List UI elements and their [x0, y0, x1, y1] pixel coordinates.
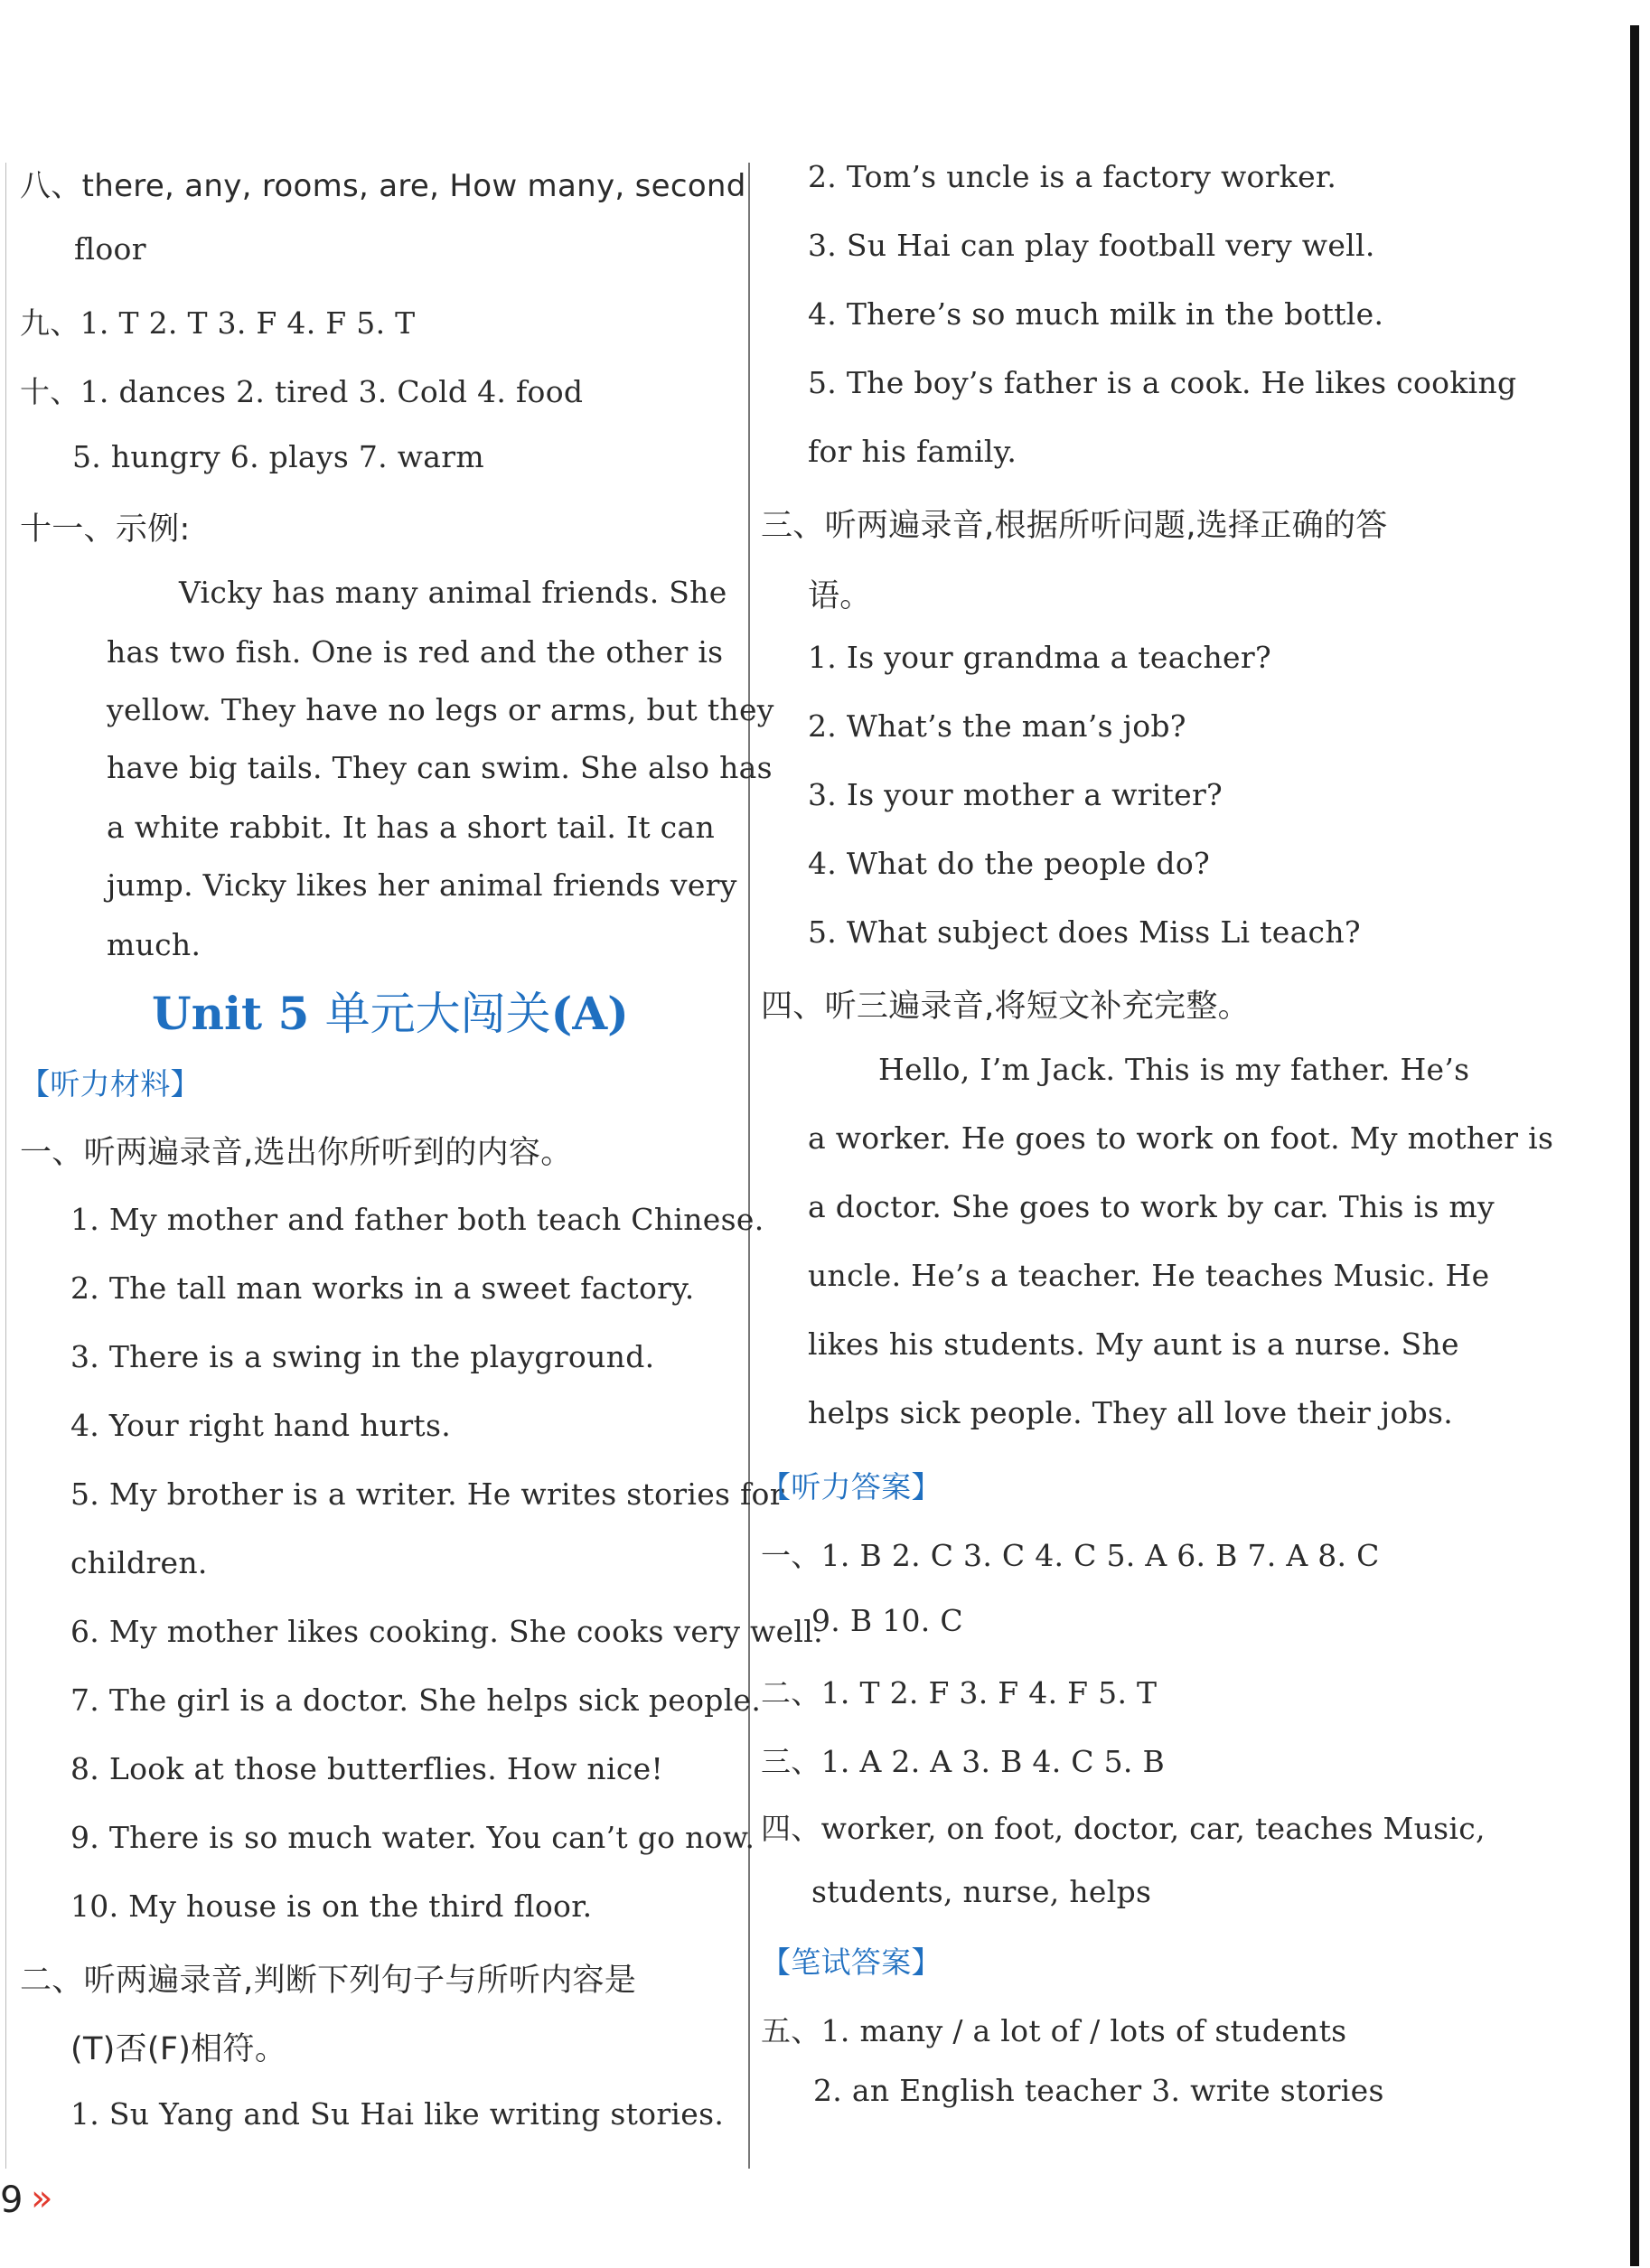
part1-item-7: 7. The girl is a doctor. She helps sick people. — [70, 1682, 762, 1718]
part3-item-1: 1. Is your grandma a teacher? — [808, 640, 1271, 675]
essay-line-4: have big tails. They can swim. She also has — [107, 750, 773, 785]
page-arrow-icon: » — [31, 2178, 53, 2219]
part1-item-2: 2. The tall man works in a sweet factory. — [70, 1270, 695, 1306]
page-edge-shadow — [1630, 25, 1639, 2266]
q10-line1: 十、1. dances 2. tired 3. Cold 4. food — [20, 374, 584, 409]
essay-line-6: jump. Vicky likes her animal friends very — [107, 867, 737, 903]
q9-answers: 九、1. T 2. T 3. F 4. F 5. T — [20, 305, 416, 341]
part2-item-1: 1. Su Yang and Su Hai like writing stories. — [70, 2096, 725, 2132]
part3-item-5: 5. What subject does Miss Li teach? — [808, 914, 1361, 950]
part1-item-5: 5. My brother is a writer. He writes stories for — [70, 1476, 784, 1512]
essay-line-1: Vicky has many animal friends. She — [179, 575, 727, 610]
answers-part4-line2: students, nurse, helps — [811, 1874, 1152, 1909]
passage-line-6: helps sick people. They all love their jobs. — [808, 1395, 1454, 1430]
q10-line2: 5. hungry 6. plays 7. warm — [72, 439, 484, 474]
passage-line-5: likes his students. My aunt is a nurse. She — [808, 1326, 1459, 1362]
passage-line-1: Hello, I’m Jack. This is my father. He’s — [878, 1052, 1470, 1087]
part2-heading-line2: (T)否(F)相符。 — [70, 2031, 287, 2067]
answers-part4-line1: 四、worker, on foot, doctor, car, teaches Music, — [761, 1811, 1486, 1846]
part3-item-2: 2. What’s the man’s job? — [808, 708, 1186, 744]
passage-line-4: uncle. He’s a teacher. He teaches Music. He — [808, 1258, 1490, 1293]
part1-item-8: 8. Look at those butterflies. How nice! — [70, 1751, 664, 1786]
answers-part2: 二、1. T 2. F 3. F 4. F 5. T — [761, 1675, 1158, 1710]
page-number: 9 — [0, 2179, 23, 2221]
listening-answer-tag: 【听力答案】 — [761, 1469, 942, 1504]
unit-title-en: Unit 5 — [152, 987, 325, 1040]
part3-heading-line2: 语。 — [808, 578, 872, 614]
q11-heading: 十一、示例: — [20, 511, 191, 548]
part1-heading: 一、听两遍录音,选出你所听到的内容。 — [20, 1135, 573, 1171]
part1-item-5-cont: children. — [70, 1545, 208, 1580]
part1-item-3: 3. There is a swing in the playground. — [70, 1339, 655, 1374]
passage-line-3: a doctor. She goes to work by car. This is my — [808, 1189, 1495, 1224]
essay-line-5: a white rabbit. It has a short tail. It can — [107, 810, 715, 845]
answers-part1-line2: 9. B 10. C — [811, 1603, 963, 1638]
essay-line-3: yellow. They have no legs or arms, but they — [107, 692, 774, 727]
left-margin-rule — [5, 163, 6, 2169]
essay-line-2: has two fish. One is red and the other is — [107, 634, 724, 670]
answers-part5-line2: 2. an English teacher 3. write stories — [813, 2073, 1384, 2108]
part2-item-5-cont: for his family. — [808, 434, 1017, 469]
part3-item-3: 3. Is your mother a writer? — [808, 777, 1223, 812]
part2-item-3: 3. Su Hai can play football very well. — [808, 228, 1375, 263]
part3-item-4: 4. What do the people do? — [808, 846, 1210, 881]
part2-item-4: 4. There’s so much milk in the bottle. — [808, 296, 1384, 332]
q8-line2: floor — [74, 231, 146, 267]
essay-line-7: much. — [107, 927, 202, 962]
part1-item-1: 1. My mother and father both teach Chinese. — [70, 1202, 764, 1237]
part1-item-4: 4. Your right hand hurts. — [70, 1408, 451, 1443]
passage-line-2: a worker. He goes to work on foot. My mother is — [808, 1120, 1554, 1156]
part1-item-9: 9. There is so much water. You can’t go now. — [70, 1820, 755, 1855]
unit-title — [152, 978, 629, 1043]
listening-material-tag: 【听力材料】 — [20, 1066, 201, 1101]
part2-heading-line1: 二、听两遍录音,判断下列句子与所听内容是 — [20, 1963, 637, 1999]
written-answer-tag: 【笔试答案】 — [761, 1945, 942, 1980]
answers-part5-line1: 五、1. many / a lot of / lots of students — [761, 2013, 1347, 2048]
answers-part1-line1: 一、1. B 2. C 3. C 4. C 5. A 6. B 7. A 8. C — [761, 1538, 1380, 1573]
q8-line1: 八、there, any, rooms, are, How many, second — [20, 168, 746, 204]
part4-heading: 四、听三遍录音,将短文补充完整。 — [761, 989, 1250, 1025]
column-divider — [748, 163, 750, 2169]
part3-heading-line1: 三、听两遍录音,根据所听问题,选择正确的答 — [761, 508, 1388, 544]
unit-title-zh: 单元大闯关 — [324, 988, 551, 1040]
part1-item-6: 6. My mother likes cooking. She cooks very well. — [70, 1614, 823, 1649]
answers-part3: 三、1. A 2. A 3. B 4. C 5. B — [761, 1744, 1166, 1779]
part1-item-10: 10. My house is on the third floor. — [70, 1888, 593, 1924]
part2-item-2: 2. Tom’s uncle is a factory worker. — [808, 159, 1337, 194]
unit-title-suffix: (A) — [550, 987, 629, 1040]
part2-item-5: 5. The boy’s father is a cook. He likes cooking — [808, 365, 1517, 400]
